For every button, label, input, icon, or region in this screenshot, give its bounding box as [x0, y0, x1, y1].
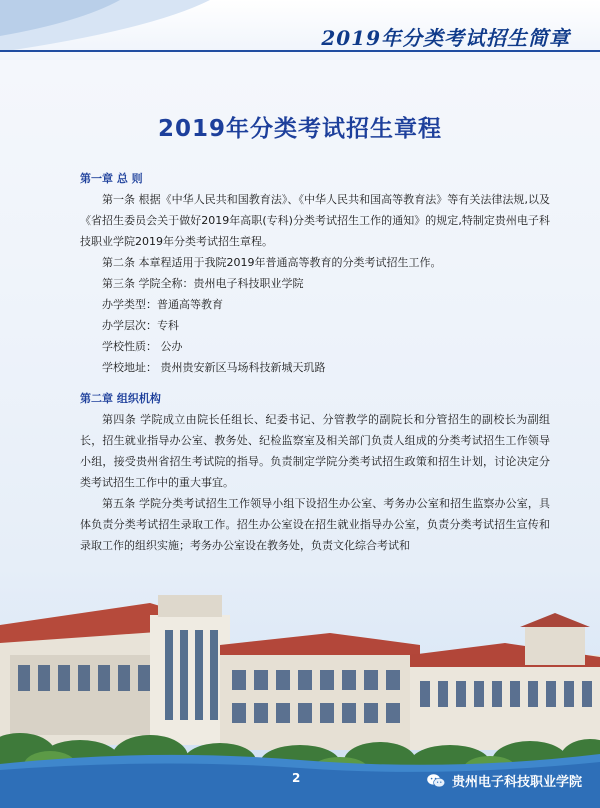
- info-line: 学校性质： 公办: [102, 340, 183, 353]
- page-number: 2: [292, 771, 301, 785]
- document-body: [80, 168, 550, 556]
- footer-brand: [426, 771, 582, 790]
- article-paragraph: 第一条 根据《中华人民共和国教育法》、《中华人民共和国高等教育法》等有关法律法规,以及《省招生委员会关于做好2019年高职(专科)分类考试招生工作的通知》的规定,特制定贵州电子科技职业学院2019年分类考试招生章程。: [80, 193, 550, 248]
- info-line: 学校地址： 贵州贵安新区马场科技新城天玑路: [102, 361, 326, 374]
- page-header: [0, 0, 600, 60]
- info-line: 办学类型：普通高等教育: [102, 298, 223, 311]
- chapter-heading: 第二章 组织机构: [80, 392, 161, 405]
- chapter-heading: 第一章 总 则: [80, 172, 143, 185]
- article-paragraph: 第四条 学院成立由院长任组长、纪委书记、分管教学的副院长和分管招生的副校长为副组长，招生就业指导办公室、教务处、纪检监察室及相关部门负责人组成的分类考试招生工作领导小组，接受贵州省招生考试院的指导。负责制定学院分类考试招生政策和招生计划，讨论决定分类考试招生工作中的重大事宜。: [80, 413, 550, 489]
- brand-name: 贵州电子科技职业学院: [451, 775, 582, 790]
- article-paragraph: 第三条 学院全称：贵州电子科技职业学院: [102, 277, 304, 290]
- document-title: 2019年分类考试招生章程: [157, 116, 442, 142]
- wechat-icon: [426, 773, 446, 789]
- header-title: 2019年分类考试招生简章: [321, 26, 570, 50]
- header-divider: [0, 50, 600, 52]
- info-line: 办学层次：专科: [102, 319, 179, 332]
- article-paragraph: 第二条 本章程适用于我院2019年普通高等教育的分类考试招生工作。: [102, 256, 442, 269]
- article-paragraph: 第五条 学院分类考试招生工作领导小组下设招生办公室、考务办公室和招生监察办公室，具体负责分类考试招生录取工作。招生办公室设在招生就业指导办公室，负责分类考试招生宣传和录取工作的组织实施；考务办公室设在教务处，负责文化综合考试和: [80, 497, 550, 552]
